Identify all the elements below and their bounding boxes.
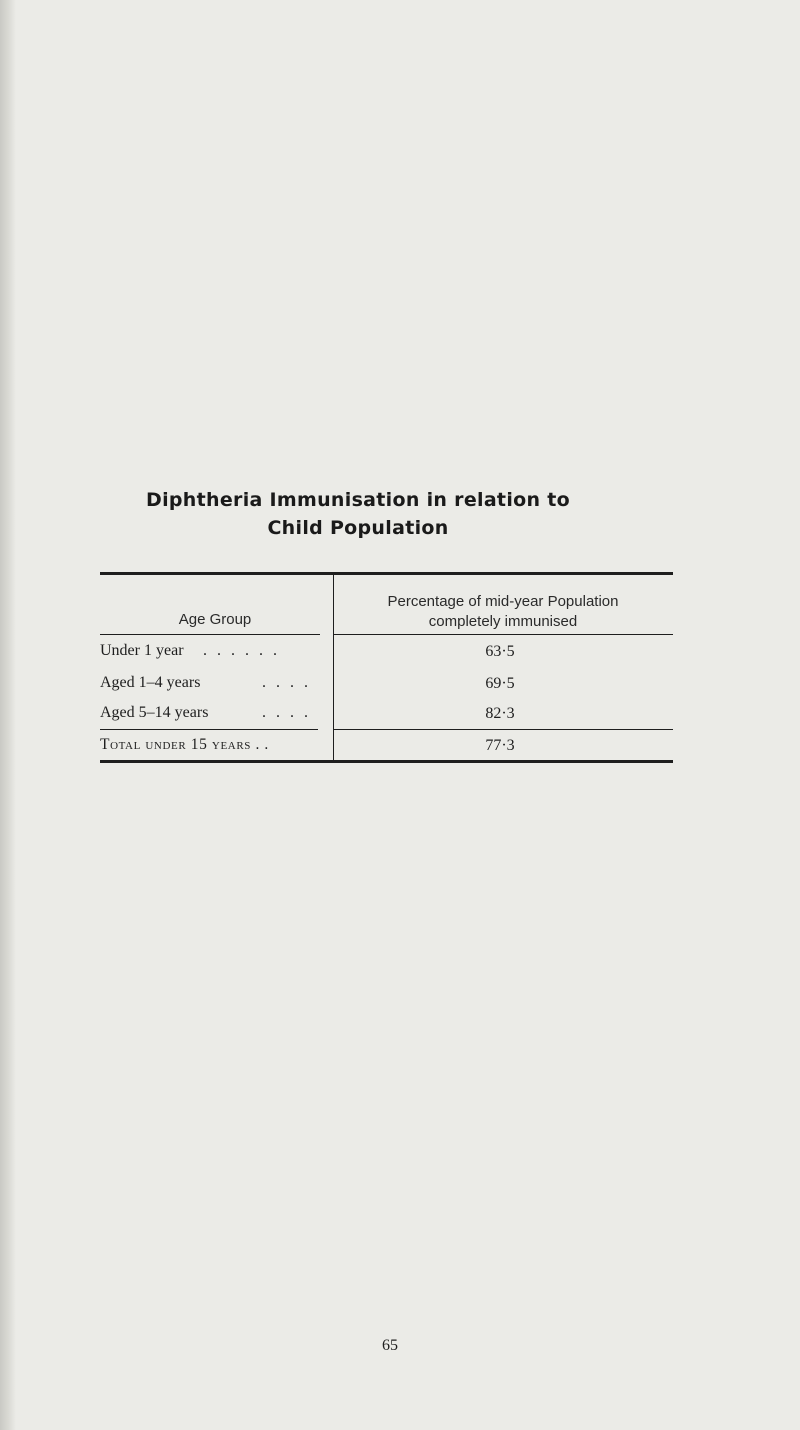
header-rule-right bbox=[333, 634, 673, 635]
row-label: Under 1 year bbox=[100, 642, 184, 659]
row-value: 82·3 bbox=[485, 705, 515, 722]
page-number: 65 bbox=[382, 1337, 398, 1354]
total-rule-left bbox=[100, 729, 318, 730]
leader-dots: . . . . bbox=[262, 674, 311, 691]
row-label: Aged 1–4 years bbox=[100, 674, 201, 691]
page-spine-shadow bbox=[0, 0, 16, 1430]
table-bottom-rule bbox=[100, 760, 673, 763]
row-value: 69·5 bbox=[485, 675, 515, 692]
page-title-line-1: Diphtheria Immunisation in relation to bbox=[146, 489, 570, 511]
header-percentage-line-2: completely immunised bbox=[428, 613, 578, 630]
header-rule-left bbox=[100, 634, 320, 635]
total-label: Total under 15 years . . bbox=[100, 736, 269, 753]
table-top-rule bbox=[100, 572, 673, 575]
header-percentage-line-1: Percentage of mid-year Population bbox=[387, 593, 619, 610]
total-rule-right bbox=[333, 729, 673, 730]
total-value: 77·3 bbox=[485, 737, 515, 754]
row-value: 63·5 bbox=[485, 643, 515, 660]
row-label: Aged 5–14 years bbox=[100, 704, 209, 721]
header-percentage bbox=[333, 592, 673, 632]
page-title-line-2: Child Population bbox=[267, 517, 449, 539]
header-age-group: Age Group bbox=[178, 611, 252, 628]
leader-dots: . . . . . . bbox=[203, 642, 280, 659]
leader-dots: . . . . bbox=[262, 704, 311, 721]
